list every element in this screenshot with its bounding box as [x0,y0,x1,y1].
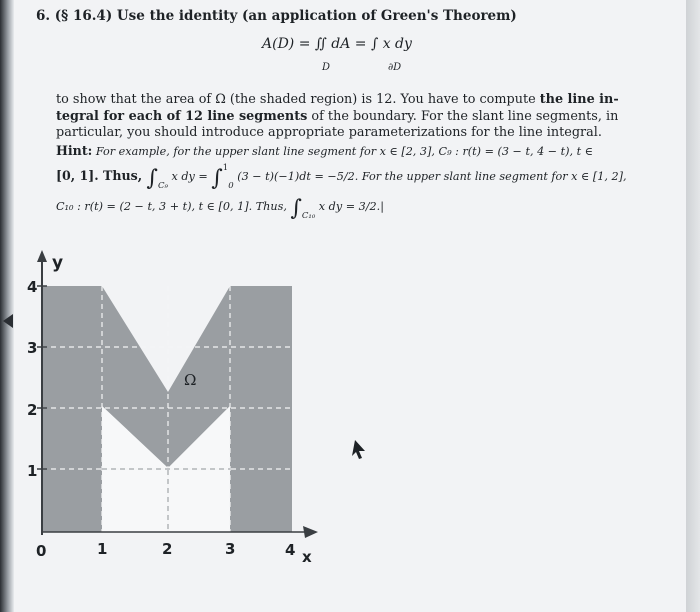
statement-line-2a: tegral for each of 12 line segments [56,108,308,124]
statement-line-1b: the line in- [539,92,619,107]
left-arrow-icon [3,314,13,328]
hint-text-2b: x dy = [171,170,212,183]
y-arrow-icon [37,250,47,262]
hint-label: Hint: [56,143,93,158]
integral-lower-limit: 0 [228,181,234,191]
hint-line-3: C₁₀ : r(t) = (2 − t, 3 + t), t ∈ [0, 1]. Thus, $\int_{C_{10}}$ x dy = 3/2.| [56,196,384,221]
y-tick-3: 3 [27,339,38,357]
formula-text: A(D) = ∬ dA = ∫ x dy [262,36,412,52]
y-tick-4: 4 [27,278,38,296]
y-axis-label: y [52,253,64,273]
x-tick-1: 1 [97,540,108,558]
integral-sign-icon: ∫ [211,166,223,191]
hint-text-2c: (3 − t)(−1)dt = −5/2. For the upper slant line segment for x ∈ [1, 2], [237,170,627,183]
x-arrow-icon [303,526,318,538]
x-axis-label: x [302,548,312,566]
statement-line-3: particular, you should introduce appropriate parameterizations for the line integral. [56,125,602,140]
hint-text-3a: C₁₀ : r(t) = (2 − t, 3 + t), t ∈ [0, 1]. Thus, [56,200,291,213]
problem-title: 6. (§ 16.4) Use the identity (an application of Green's Theorem) [36,8,517,24]
formula-sub-boundary: ∂D [388,62,402,73]
integral-sub-c10: C₁₀ [301,211,316,221]
statement-line-2b: of the boundary. For the slant line segments, in [307,108,619,124]
hint-text-3b: x dy = 3/2. [318,200,381,213]
formula-sub-d: D [322,62,331,73]
hint-text-2a: [0, 1]. Thus, [56,168,147,183]
integral-sign-icon: ∫ [290,196,302,221]
hint-text-1: For example, for the upper slant line segment for x ∈ [2, 3], C₉ : r(t) = (3 − t, 4 − t), t ∈ [92,145,593,158]
cursor-arrow-icon [352,440,365,459]
omega-label: Ω [184,371,197,389]
x-tick-3: 3 [225,540,236,558]
integral-sub-c9: C₉ [158,181,168,191]
y-tick-1: 1 [27,462,38,480]
x-tick-0: 0 [36,542,47,560]
statement-line-1a: to show that the area of Ω (the shaded region) is 12. You have to compute [56,92,540,107]
integral-sign-icon: ∫ [146,166,158,191]
x-tick-2: 2 [162,540,173,558]
x-tick-4: 4 [285,541,296,559]
y-tick-2: 2 [27,401,38,419]
integral-upper-limit: 1 [222,163,229,173]
